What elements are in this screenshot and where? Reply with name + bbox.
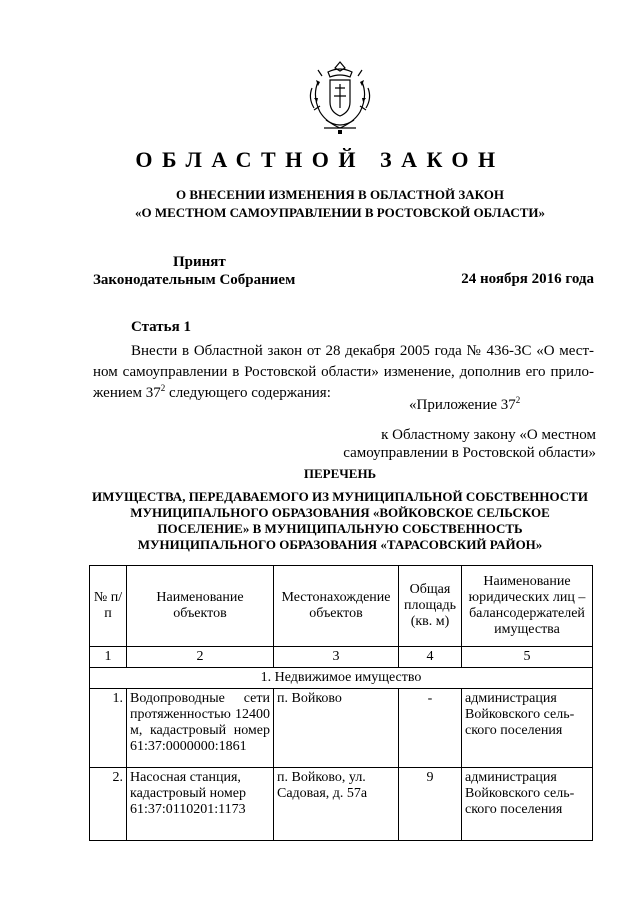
header-cell: Наименование объектов [127, 566, 274, 647]
table-row [90, 768, 593, 841]
object-area: 9 [399, 768, 462, 841]
column-number: 5 [462, 647, 593, 668]
section-row [90, 668, 593, 689]
column-number: 2 [127, 647, 274, 668]
list-heading: ПЕРЕЧЕНЬ [303, 466, 377, 481]
header-cell: Наименование юридических лиц – балансодержателей имущества [462, 566, 593, 647]
appendix-label [409, 397, 520, 414]
subtitle-line: «О МЕСТНОМ САМОУПРАВЛЕНИИ В РОСТОВСКОЙ ОБЛАСТИ» [135, 205, 545, 220]
coat-of-arms-icon [300, 58, 380, 138]
object-area: - [399, 689, 462, 768]
list-title-line: ИМУЩЕСТВА, ПЕРЕДАВАЕМОГО ИЗ МУНИЦИПАЛЬНОЙ СОБСТВЕННОСТИ [92, 489, 588, 504]
row-number: 1. [90, 689, 127, 768]
article-text-part: Внести в Областной закон от 28 декабря 2005 года № 436-ЗС «О местном самоуправлении в Ростовской области» изменение, дополнив его приложением 37 [93, 343, 594, 401]
list-title [0, 489, 640, 553]
subtitle-line: О ВНЕСЕНИИ ИЗМЕНЕНИЯ В ОБЛАСТНОЙ ЗАКОН [176, 187, 504, 202]
object-location: п. Войково [274, 689, 399, 768]
table-header-row [90, 566, 593, 647]
object-name: Водопроводные сети протяженностью 12400 м, кадастровый номер 61:37:0000000:1861 [127, 689, 274, 768]
column-number: 4 [399, 647, 462, 668]
column-number-row [90, 647, 593, 668]
header-cell: Местонахождение объектов [274, 566, 399, 647]
appendix-label-text: «Приложение 37 [409, 397, 516, 413]
header-cell: № п/п [90, 566, 127, 647]
appendix-reference-line: самоуправлении в Ростовской области» [343, 445, 596, 461]
adopted-body: Законодательным Собранием [93, 272, 296, 288]
adopted-label: Принят [173, 254, 226, 270]
appendix-reference [330, 426, 596, 462]
article-text-part: следующего содержания: [165, 385, 331, 401]
list-title-line: ПОСЕЛЕНИЕ» В МУНИЦИПАЛЬНУЮ СОБСТВЕННОСТЬ [157, 521, 523, 536]
superscript: 2 [515, 395, 521, 405]
column-number: 3 [274, 647, 399, 668]
adoption-date: 24 ноября 2016 года [461, 271, 594, 287]
table-row [90, 689, 593, 768]
property-table [89, 565, 593, 841]
superscript: 2 [160, 383, 166, 393]
article-heading: Статья 1 [131, 319, 191, 335]
balance-holder: администрация Войковского сельского поселения [462, 768, 593, 841]
appendix-reference-line: к Областному закону «О местном [381, 427, 596, 443]
document-subtitle [0, 186, 640, 222]
column-number: 1 [90, 647, 127, 668]
row-number: 2. [90, 768, 127, 841]
balance-holder: администрация Войковского сельского поселения [462, 689, 593, 768]
section-title: 1. Недвижимое имущество [90, 668, 593, 689]
header-cell: Общая площадь (кв. м) [399, 566, 462, 647]
list-title-line: МУНИЦИПАЛЬНОГО ОБРАЗОВАНИЯ «ТАРАСОВСКИЙ РАЙОН» [137, 537, 543, 552]
adopted-by [93, 253, 313, 289]
document-title: ОБЛАСТНОЙ ЗАКОН [135, 147, 505, 172]
object-location: п. Войково, ул. Садовая, д. 57а [274, 768, 399, 841]
list-title-line: МУНИЦИПАЛЬНОГО ОБРАЗОВАНИЯ «ВОЙКОВСКОЕ СЕЛЬСКОЕ [130, 505, 550, 520]
object-name: Насосная станция, кадастровый номер 61:37:0110201:1173 [127, 768, 274, 841]
